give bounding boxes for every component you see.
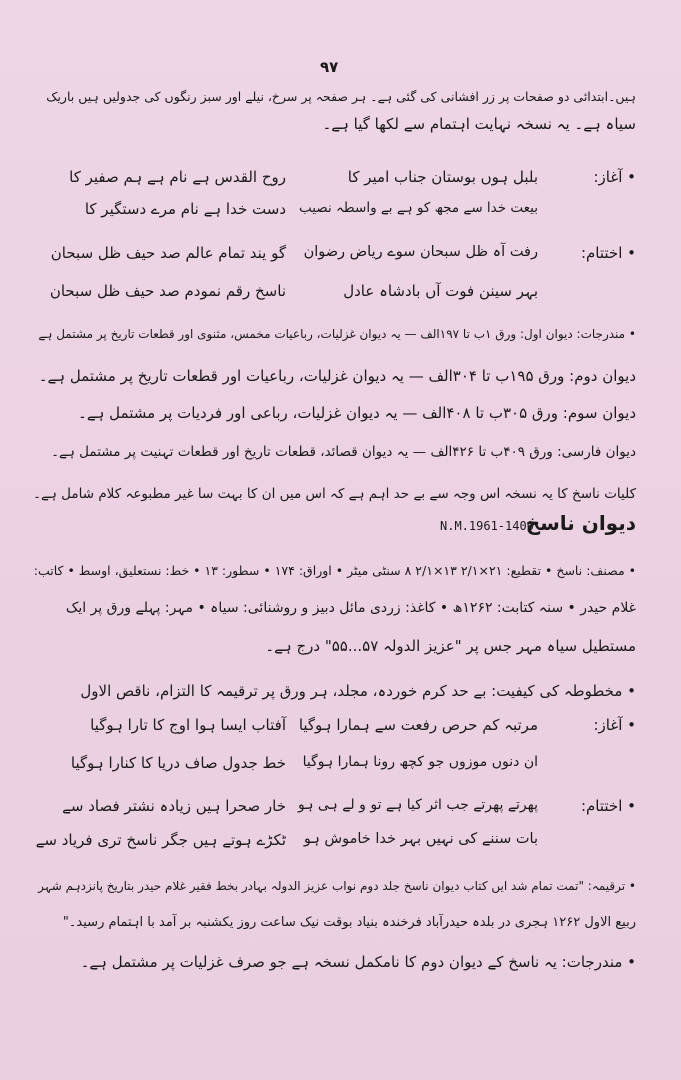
katib-line: غلام حیدر • سنہ کتابت: ۱۲۶۲ھ • کاغذ: زردی مائل دبیز و روشنائی: سیاہ • مہر: پہلے ورق پر ایک [65,600,636,616]
kaifiyat-line: • مخطوطہ کی کیفیت: بے حد کرم خوردہ، مجلد، ہر ورق پر ترقیمہ کا التزام، ناقص الاول [80,682,636,700]
accession-number: N.M.1961-1400 [440,519,534,533]
mundarijat-line: • مندرجات: یہ ناسخ کے دیوان دوم کا نامکمل نسخہ ہے جو صرف غزلیات پر مشتمل ہے۔ [80,953,636,971]
verse-left: آفتاب ایسا ہوا اوج کا تارا ہوگیا [90,716,286,734]
verse-left: خط جدول صاف دریا کا کنارا ہوگیا [70,754,286,772]
verse-left: خار صحرا ہیں زیادہ نشتر فصاد سے [62,797,286,815]
verse-right: ان دنوں موزوں جو کچھ رونا ہمارا ہوگیا [302,754,538,770]
mundarijat-line: دیوان دوم: ورق ۱۹۵ب تا ۳۰۴الف — یہ دیوان غزلیات، رباعیات اور قطعات تاریخ پر مشتمل ہے۔ [38,367,636,385]
verse-right: پھرتے پھرتے جب اثر کیا ہے تو و لے ہی ہو [298,797,538,813]
musannif-line: • مصنف: ناسخ • تقطیع: ۲۱×۲/۱ ۱۳×۲/۱ ۸ سنٹی میٹر • اوراق: ۱۷۴ • سطور: ۱۳ • خط: نستعلیق، اوسط • کاتب: [33,563,636,578]
verse-right: مرتبہ کم حرص رفعت سے ہمارا ہوگیا [298,716,538,734]
verse-right: بات سننے کی نہیں بہر خدا خاموش ہو [303,831,538,847]
ikhtitam-label: • اختتام: [580,244,636,262]
mundarijat-line: • مندرجات: دیوان اول: ورق ۱ب تا ۱۹۷الف — یہ دیوان غزلیات، رباعیات مخمس، مثنوی اور قطعات تاریخ پر مشتمل ہے [38,327,636,341]
verse-right: بلبل ہوں بوستان جناب امیر کا [347,168,538,186]
aghaz-label: • آغاز: [593,716,636,734]
verse-left: ٹکڑے ہوتے ہیں جگر ناسخ تری فریاد سے [35,831,286,849]
ikhtitam-label: • اختتام: [580,797,636,815]
kulliyat-note: کلیات ناسخ کا یہ نسخہ اس وجہ سے بے حد اہم ہے کہ اس میں ان کا بہت سا غیر مطبوعہ کلام شامل ہے۔ [33,486,636,502]
page-number: ۹۷ [320,58,339,76]
verse-left: دست خدا ہے نام مرے دستگیر کا [84,200,286,218]
verse-right: رفت آہ ظل سبحان سوے ریاض رضوان [303,244,538,260]
intro-line-1: ہیں۔ابتدائی دو صفحات پر زر افشانی کی گئی ہے۔ ہر صفحہ پر سرخ، نیلے اور سبز رنگوں کی جدولیں ہیں باریک [46,89,636,104]
mohr-line: مستطیل سیاہ مہر جس پر "عزیز الدولہ ۵۷...۵۵" درج ہے۔ [265,637,636,655]
verse-left: ناسخ رقم نمودم صد حیف ظل سبحان [49,282,286,300]
entry-title: دیوان ناسخ [525,511,636,535]
aghaz-label: • آغاز: [593,168,636,186]
verse-left: گو یند تمام عالم صد حیف ظل سبحان [50,244,286,262]
verse-right: بہر سینن فوت آں بادشاہ عادل [343,282,538,300]
tarqima-line: • ترقیمہ: "تمت تمام شد ایں کتاب دیوان ناسخ جلد دوم نواب عزیز الدولہ بہادر بخط فقیر غلام حیدر بتاریخ پانزدہم شہر [38,879,636,893]
tarqima-line: ربیع الاول ۱۲۶۲ ہجری در بلدہ حیدرآباد فرخندہ بنیاد بوقت نیک ساعت روز یکشنبہ بر آمد با اہتمام رسید۔" [62,915,636,930]
verse-left: روح القدس ہے نام ہے ہم صفیر کا [69,168,286,186]
mundarijat-line: دیوان سوم: ورق ۳۰۵ب تا ۴۰۸الف — یہ دیوان غزلیات، رباعی اور فردیات پر مشتمل ہے۔ [78,404,636,422]
mundarijat-line: دیوان فارسی: ورق ۴۰۹ب تا ۴۲۶الف — یہ دیوان قصائد، قطعات تاریخ اور قطعات تہنیت پر مشتمل ہے۔ [51,444,636,460]
verse-right: بیعت خدا سے مجھ کو ہے بے واسطہ نصیب [298,200,538,216]
intro-line-2: سیاہ ہے۔ یہ نسخہ نہایت اہتمام سے لکھا گیا ہے۔ [322,115,636,133]
